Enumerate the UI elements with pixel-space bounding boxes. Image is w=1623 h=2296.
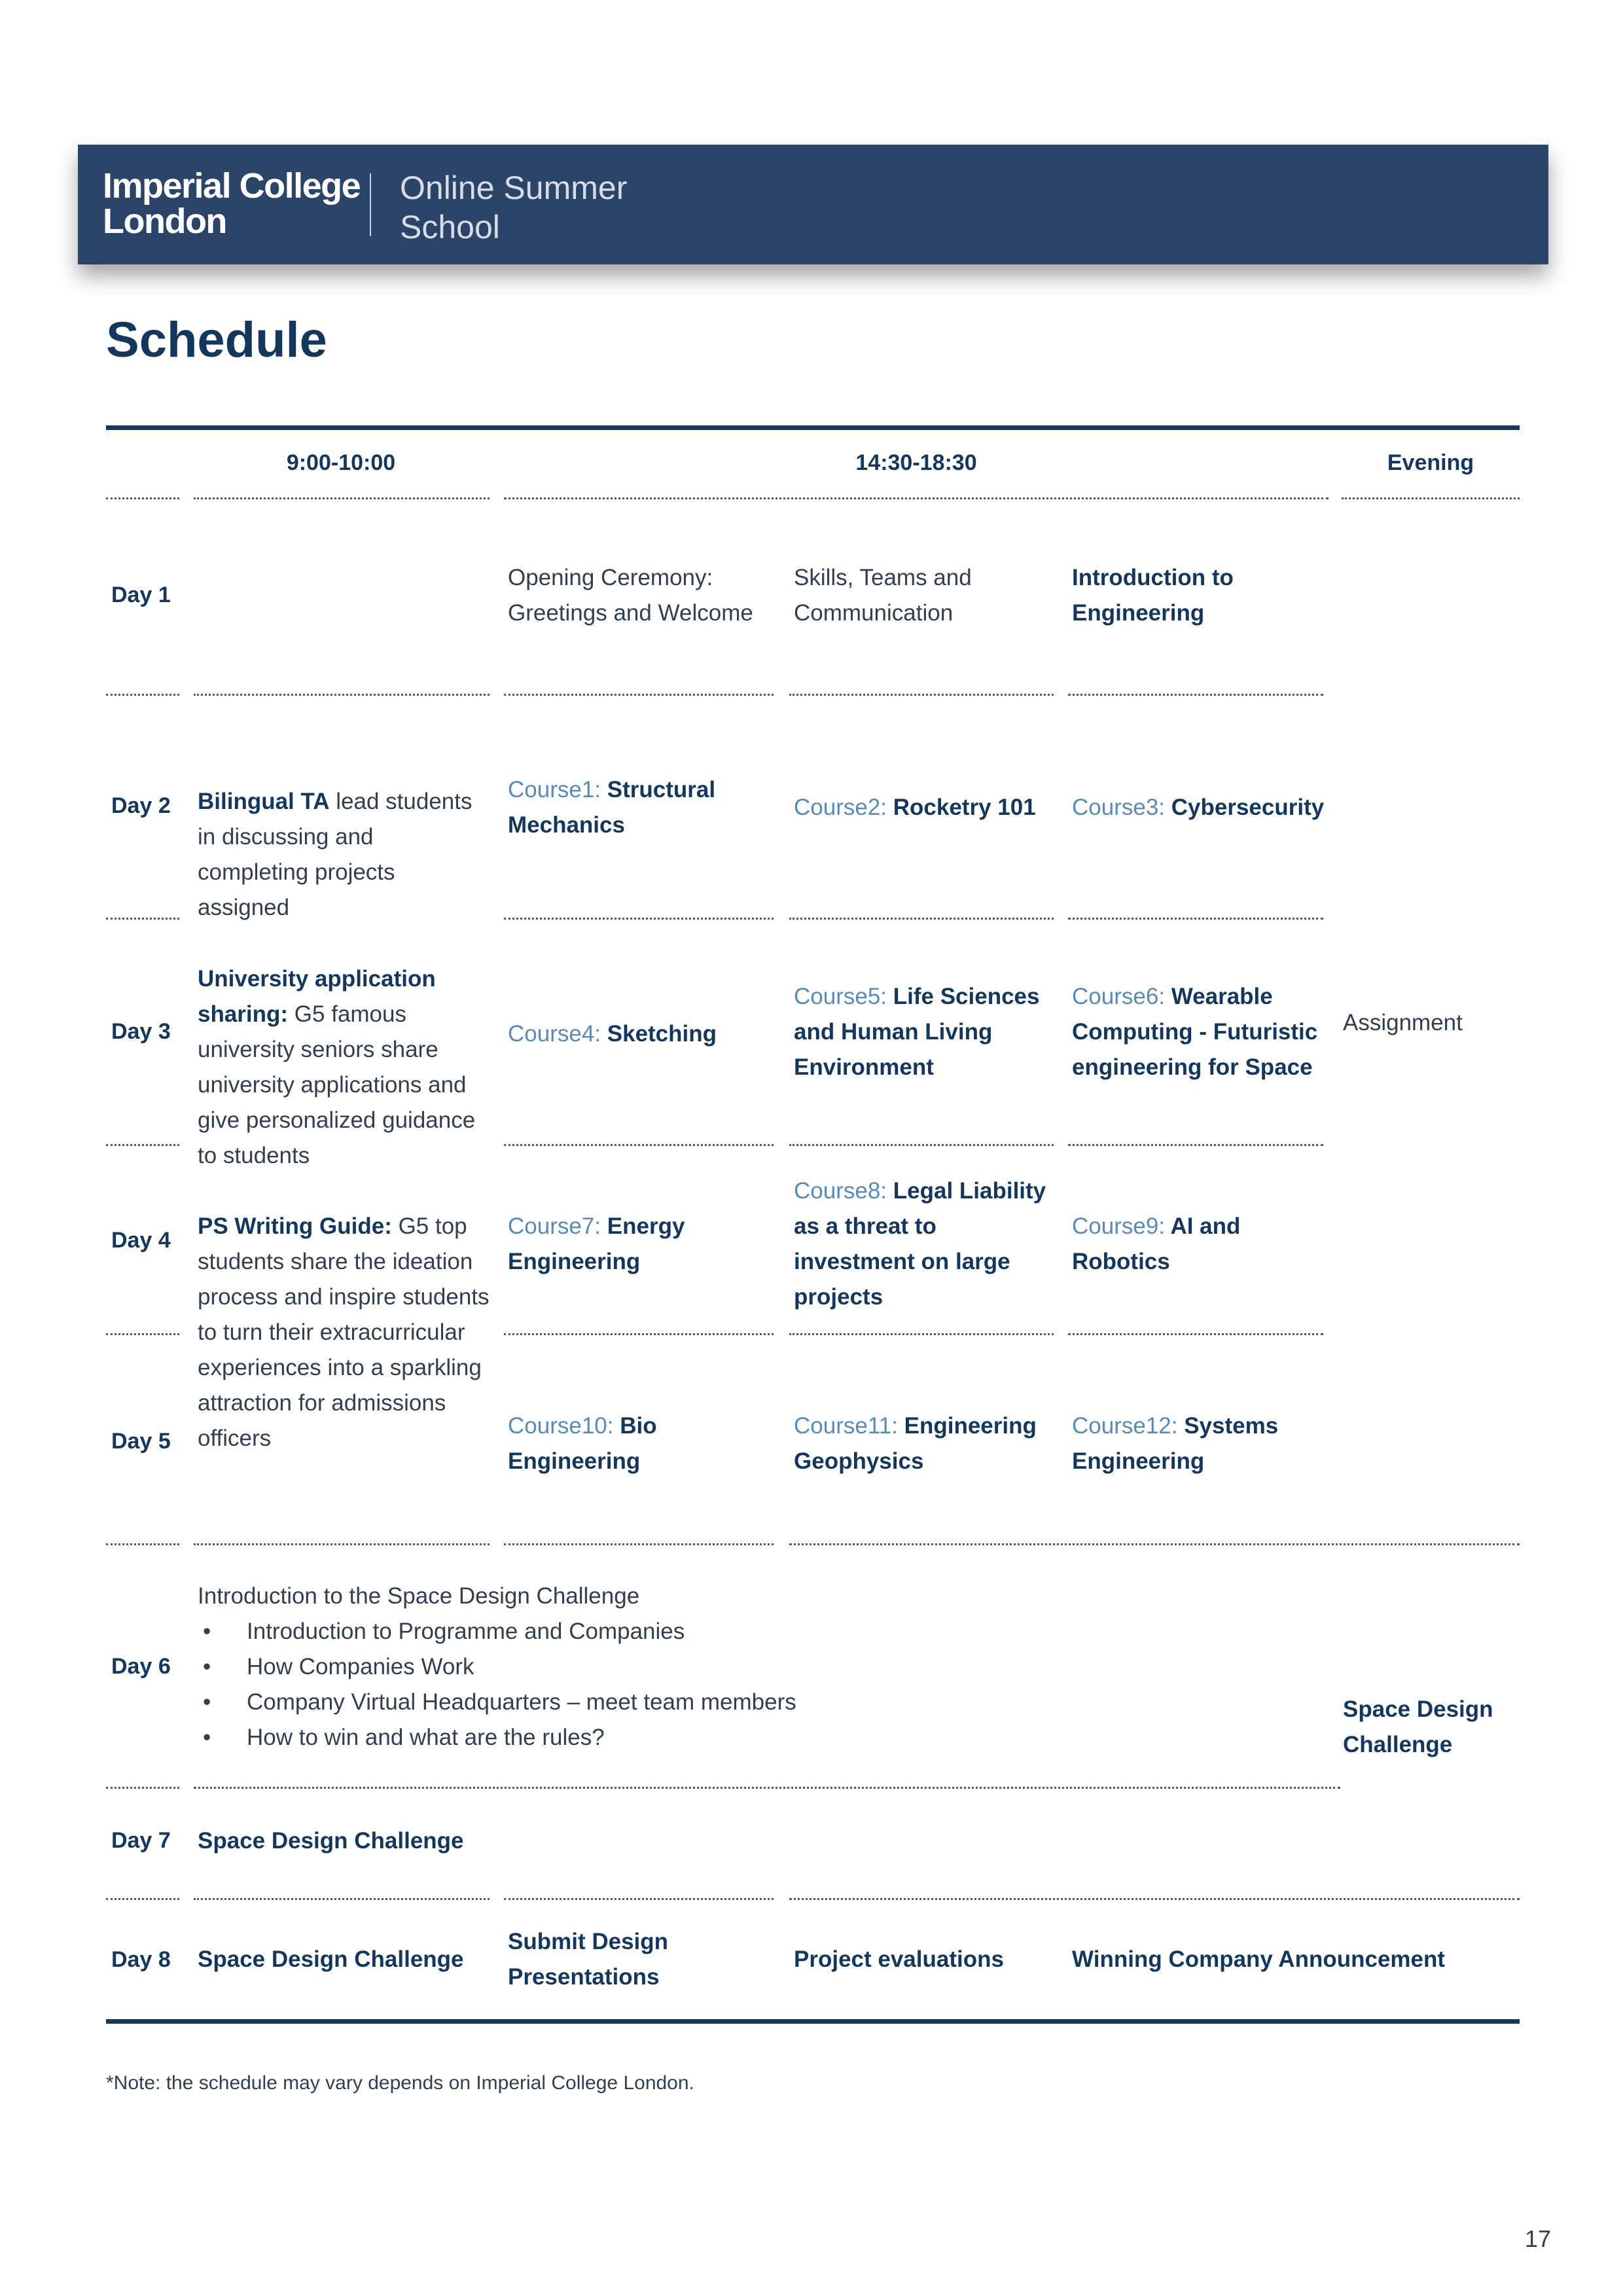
row-divider [106,1898,179,1900]
day-label-8: Day 8 [111,1947,171,1972]
logo-line-1: Imperial College [103,166,361,206]
course-3 [1072,790,1340,825]
header-evening: Evening [1387,450,1474,475]
morning-session-day4 [198,1209,493,1456]
row-divider [1342,497,1520,499]
day-label-5: Day 5 [111,1429,171,1454]
row-divider [504,1333,774,1335]
row-divider [194,1787,1340,1789]
row-divider [1068,694,1323,696]
row-divider [194,1543,490,1545]
evening-assignment: Assignment [1343,1010,1463,1035]
course-8 [794,1174,1056,1315]
course-5-name: Life Sciences and Human Living Environment [794,984,1040,1080]
row-divider [789,918,1054,920]
list-item: • Company Virtual Headquarters – meet team members [198,1685,1179,1720]
course-7-code: Course7: [508,1213,601,1239]
course-7 [508,1209,783,1280]
course-6 [1072,979,1340,1085]
row-divider [194,497,490,499]
day1-session-2: Skills, Teams and Communication [794,565,972,626]
row-divider [106,1787,179,1789]
course-12-name: Systems Engineering [1072,1413,1279,1474]
row-divider [106,694,179,696]
course-10-name: Bio Engineering [508,1413,657,1474]
imperial-logo [103,168,360,239]
day8-session-0: Space Design Challenge [198,1946,464,1972]
day-label-4: Day 4 [111,1228,171,1253]
row-divider [194,694,490,696]
row-divider [789,694,1054,696]
course-8-name: Legal Liability as a threat to investment on large projects [794,1178,1046,1310]
course-4 [508,1016,783,1052]
list-item: • How to win and what are the rules? [198,1720,1179,1755]
course-5 [794,979,1056,1085]
header-banner [78,145,1548,264]
day1-session-1: Opening Ceremony: Greetings and Welcome [508,565,753,626]
row-divider [789,1898,1520,1900]
course-9-code: Course9: [1072,1213,1166,1239]
row-divider [504,918,774,920]
course-9-name: AI and Robotics [1072,1213,1241,1274]
course-2-code: Course2: [794,795,887,820]
list-item: • How Companies Work [198,1649,1179,1685]
course-2-name: Rocketry 101 [887,795,1036,820]
course-3-code: Course3: [1072,795,1166,820]
day8-session-1: Submit Design Presentations [508,1929,669,1990]
day6-evening: Space Design Challenge [1343,1696,1493,1757]
day6-intro: Introduction to the Space Design Challenge [198,1583,640,1609]
list-item: • Introduction to Programme and Companies [198,1614,1179,1649]
row-divider [1068,1333,1323,1335]
morning-session-day3-title: University application sharing: [198,966,436,1027]
row-divider [504,1543,774,1545]
row-divider [504,1898,774,1900]
footnote: *Note: the schedule may vary depends on Imperial College London. [106,2072,694,2094]
course-9 [1072,1209,1334,1280]
morning-session-day3-text: G5 famous university seniors share university applications and give personalized guidance to students [198,1001,476,1168]
row-divider [194,1898,490,1900]
course-1-name: Structural Mechanics [508,777,716,838]
day-label-2: Day 2 [111,793,171,818]
day-label-7: Day 7 [111,1828,171,1853]
day6-bullet-list [198,1614,1179,1755]
day8-session-2: Project evaluations [794,1946,1004,1972]
morning-session-day4-text: G5 top students share the ideation process and inspire students to turn their extracurricular experiences into a sparkling attraction for admissions officers [198,1213,490,1451]
banner-subtitle: Online Summer School [400,170,628,245]
day7-session: Space Design Challenge [198,1828,464,1854]
morning-session-day4-title: PS Writing Guide: [198,1213,392,1239]
row-divider [106,1543,179,1545]
course-7-name: Energy Engineering [508,1213,685,1274]
row-divider [504,497,1329,499]
course-10-code: Course10: [508,1413,614,1439]
day8-session-3: Winning Company Announcement [1072,1946,1446,1972]
course-1-code: Course1: [508,777,601,802]
row-divider [106,1333,179,1335]
course-8-code: Course8: [794,1178,887,1204]
page-title: Schedule [106,312,327,368]
table-top-rule [106,425,1520,430]
row-divider [106,918,179,920]
row-divider [106,497,179,499]
morning-session-day3 [198,961,492,1174]
course-10 [508,1408,783,1479]
day-label-1: Day 1 [111,583,171,607]
day-label-6: Day 6 [111,1654,171,1679]
course-3-name: Cybersecurity [1165,795,1325,820]
day1-session-3: Introduction to Engineering [1072,565,1234,626]
table-bottom-rule [106,2019,1520,2024]
header-morning: 9:00-10:00 [286,450,396,475]
course-2 [794,790,1062,825]
row-divider [106,1144,179,1146]
course-11 [794,1408,1062,1479]
day6-content [198,1579,1179,1755]
morning-session-day2 [198,784,486,925]
row-divider [504,694,774,696]
row-divider [504,1144,774,1146]
row-divider [789,1543,1520,1545]
page-number: 17 [1525,2225,1552,2252]
course-6-name: Wearable Computing - Futuristic engineering for Space [1072,984,1318,1080]
course-12 [1072,1408,1334,1479]
morning-session-day2-text: lead students in discussing and completing projects assigned [198,789,473,920]
morning-session-day2-title: Bilingual TA [198,789,330,814]
course-12-code: Course12: [1072,1413,1178,1439]
course-1 [508,772,783,843]
header-afternoon: 14:30-18:30 [855,450,977,475]
course-4-code: Course4: [508,1021,601,1047]
row-divider [789,1333,1054,1335]
row-divider [1068,918,1323,920]
day-label-3: Day 3 [111,1019,171,1044]
course-6-code: Course6: [1072,984,1166,1009]
row-divider [1068,1144,1323,1146]
course-11-name: Engineering Geophysics [794,1413,1037,1474]
course-11-code: Course11: [794,1413,898,1439]
row-divider [789,1144,1054,1146]
logo-line-2: London [103,202,226,241]
logo-divider [370,173,371,236]
course-5-code: Course5: [794,984,887,1009]
course-4-name: Sketching [601,1021,717,1047]
